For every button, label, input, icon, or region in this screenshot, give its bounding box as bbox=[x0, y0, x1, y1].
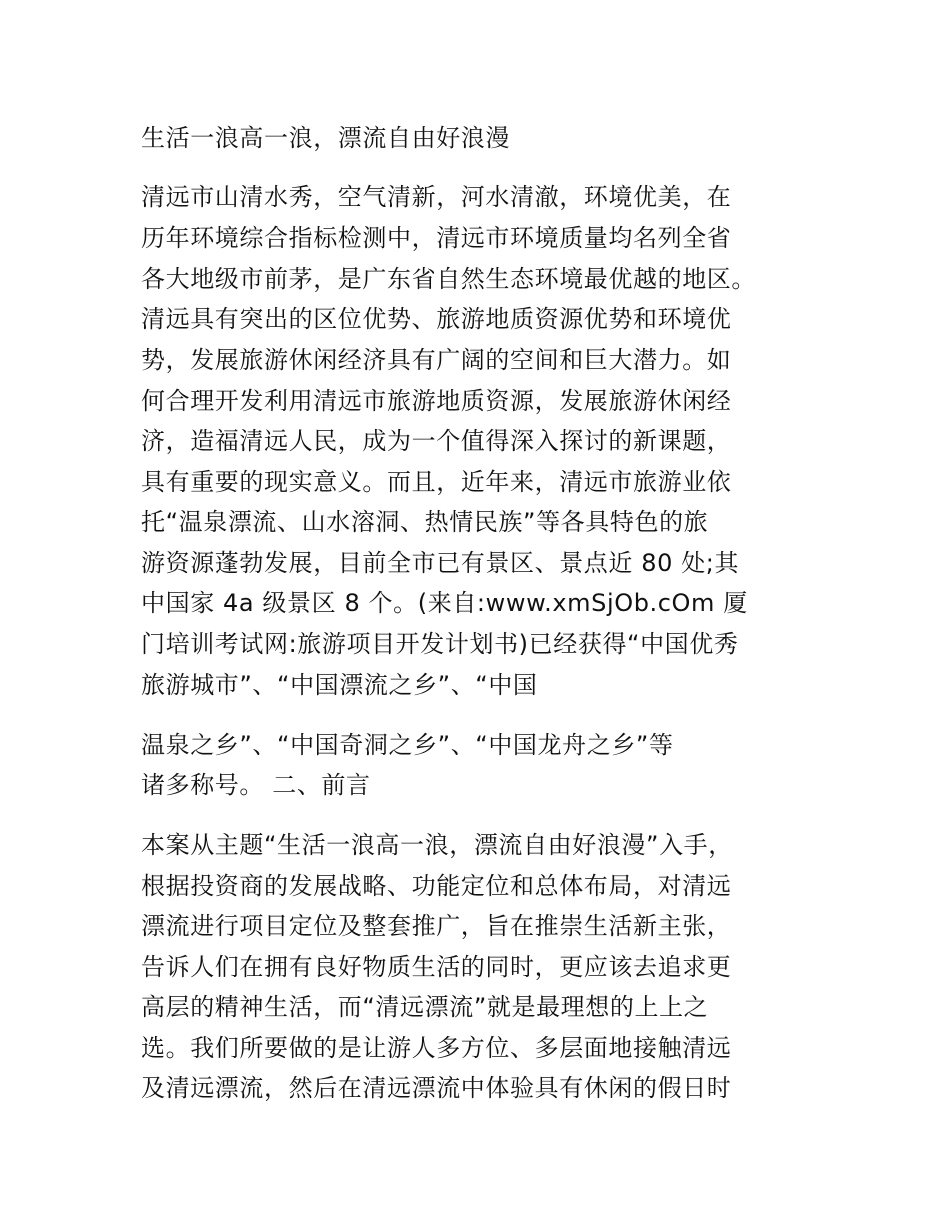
text-line: 游资源蓬勃发展，目前全市已有景区、景点近 80 处;其 bbox=[141, 549, 740, 577]
text-line: 何合理开发利用清远市旅游地质资源，发展旅游休闲经 bbox=[141, 387, 732, 415]
text-line: 托“温泉漂流、山水溶洞、热情民族”等各具特色的旅 bbox=[141, 508, 709, 536]
text-line: 旅游城市”、“中国漂流之乡”、“中国 bbox=[141, 671, 538, 699]
text-line: 高层的精神生活，而“清远漂流”就是最理想的上上之 bbox=[141, 993, 709, 1021]
text-line: 历年环境综合指标检测中，清远市环境质量均名列全省 bbox=[141, 224, 732, 252]
text-line: 根据投资商的发展战略、功能定位和总体布局，对清远 bbox=[141, 872, 732, 900]
text-line: 中国家 4a 级景区 8 个。(来自:www.xmSjOb.cOm 厦 bbox=[141, 589, 748, 617]
text-line: 济，造福清远人民，成为一个值得深入探讨的新课题， bbox=[141, 427, 732, 455]
text-line: 温泉之乡”、“中国奇洞之乡”、“中国龙舟之乡”等 bbox=[141, 731, 674, 759]
document-heading: 生活一浪高一浪，漂流自由好浪漫 bbox=[141, 124, 510, 152]
text-line: 清远市山清水秀，空气清新，河水清澈，环境优美，在 bbox=[141, 183, 732, 211]
text-line: 清远具有突出的区位优势、旅游地质资源优势和环境优 bbox=[141, 305, 732, 333]
text-line: 告诉人们在拥有良好物质生活的同时，更应该去追求更 bbox=[141, 953, 732, 981]
text-line: 选。我们所要做的是让游人多方位、多层面地接触清远 bbox=[141, 1034, 732, 1062]
text-line: 及清远漂流，然后在清远漂流中体验具有休闲的假日时 bbox=[141, 1074, 732, 1102]
text-line: 漂流进行项目定位及整套推广，旨在推崇生活新主张， bbox=[141, 912, 732, 940]
text-line: 诸多称号。 二、前言 bbox=[141, 771, 371, 799]
text-line: 门培训考试网:旅游项目开发计划书)已经获得“中国优秀 bbox=[141, 630, 739, 658]
text-line: 本案从主题“生活一浪高一浪，漂流自由好浪漫”入手， bbox=[141, 831, 733, 859]
text-line: 势，发展旅游休闲经济具有广阔的空间和巨大潜力。如 bbox=[141, 346, 732, 374]
text-line: 各大地级市前茅，是广东省自然生态环境最优越的地区。 bbox=[141, 265, 756, 293]
text-line: 具有重要的现实意义。而且，近年来，清远市旅游业依 bbox=[141, 468, 732, 496]
